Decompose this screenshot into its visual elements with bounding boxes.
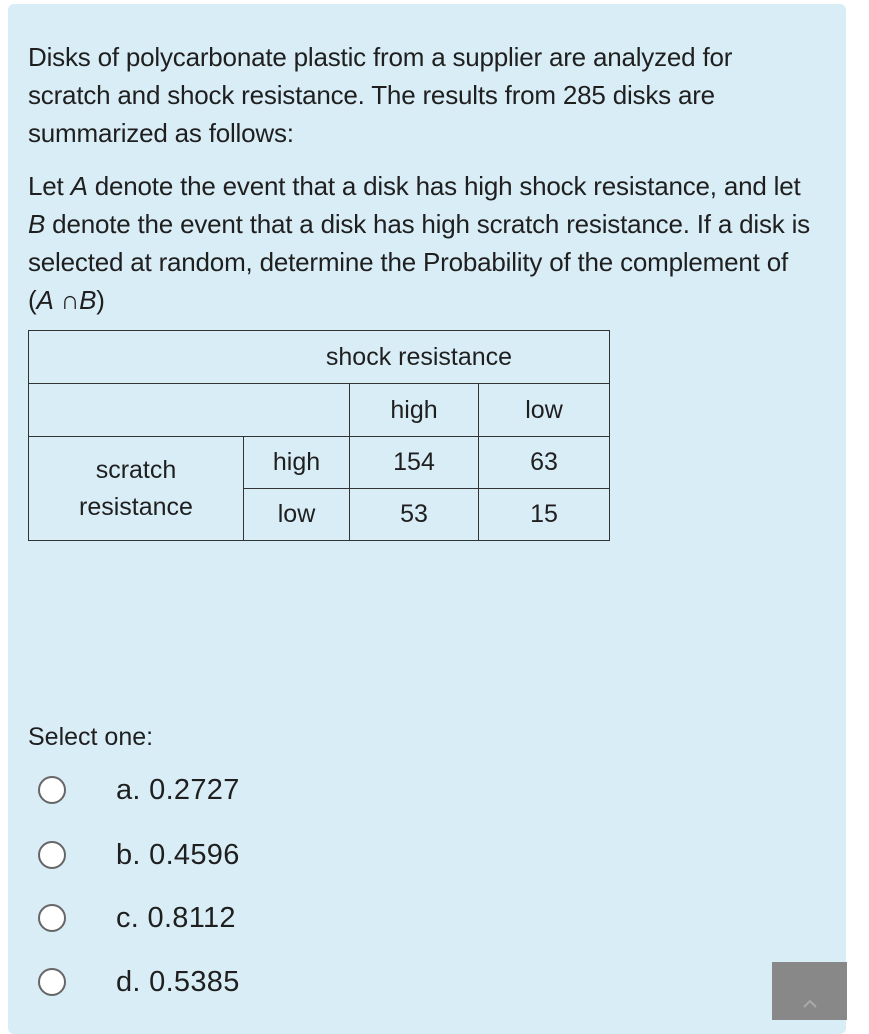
option-d[interactable] xyxy=(38,962,240,1002)
contingency-table xyxy=(28,330,610,541)
cell-high-low: 63 xyxy=(479,437,610,489)
option-c[interactable] xyxy=(38,898,236,938)
radio-button-c[interactable] xyxy=(38,904,66,932)
option-d-label[interactable]: d. 0.5385 xyxy=(116,965,240,998)
option-c-label[interactable]: c. 0.8112 xyxy=(116,901,236,934)
column-header-high: high xyxy=(350,384,479,437)
empty-corner-cell xyxy=(29,384,350,437)
shock-resistance-header: shock resistance xyxy=(29,331,610,384)
prompt-text-3: denote the event that a disk has high scratch resistance. If a disk is selected at random, determine the Probability of the complement of xyxy=(28,209,810,277)
column-header-low: low xyxy=(479,384,610,437)
expression-b: B xyxy=(79,285,97,315)
option-b-label[interactable]: b. 0.4596 xyxy=(116,838,240,871)
option-b[interactable] xyxy=(38,835,240,875)
scroll-to-top-button[interactable] xyxy=(772,962,847,1020)
scratch-resistance-label: scratch resistance xyxy=(29,437,244,541)
table-header-row xyxy=(29,331,610,384)
prompt-text-1: Let xyxy=(28,171,71,201)
event-a-symbol: A xyxy=(70,171,88,201)
question-text xyxy=(28,38,818,334)
table-row xyxy=(29,437,610,489)
prompt-text-2: denote the event that a disk has high shock resistance, and let xyxy=(87,171,801,201)
row-label-high: high xyxy=(244,437,350,489)
intersection-symbol: ∩ xyxy=(53,285,80,315)
question-prompt xyxy=(28,167,818,319)
chevron-up-icon xyxy=(802,999,818,1009)
cell-high-high: 154 xyxy=(350,437,479,489)
expression-close-paren: ) xyxy=(96,285,105,315)
event-b-symbol: B xyxy=(28,209,46,239)
table-column-header-row xyxy=(29,384,610,437)
radio-button-a[interactable] xyxy=(38,776,66,804)
question-intro: Disks of polycarbonate plastic from a supplier are analyzed for scratch and shock resistance. The results from 285 disks are summarized as follows: xyxy=(28,42,733,148)
radio-button-b[interactable] xyxy=(38,841,66,869)
cell-low-low: 15 xyxy=(479,489,610,541)
expression-open-paren: ( xyxy=(28,285,37,315)
radio-button-d[interactable] xyxy=(38,968,66,996)
option-a[interactable] xyxy=(38,770,240,810)
row-label-low: low xyxy=(244,489,350,541)
select-one-label: Select one: xyxy=(28,723,154,751)
option-a-label[interactable]: a. 0.2727 xyxy=(116,773,240,806)
cell-low-high: 53 xyxy=(350,489,479,541)
expression-a: A xyxy=(36,285,54,315)
